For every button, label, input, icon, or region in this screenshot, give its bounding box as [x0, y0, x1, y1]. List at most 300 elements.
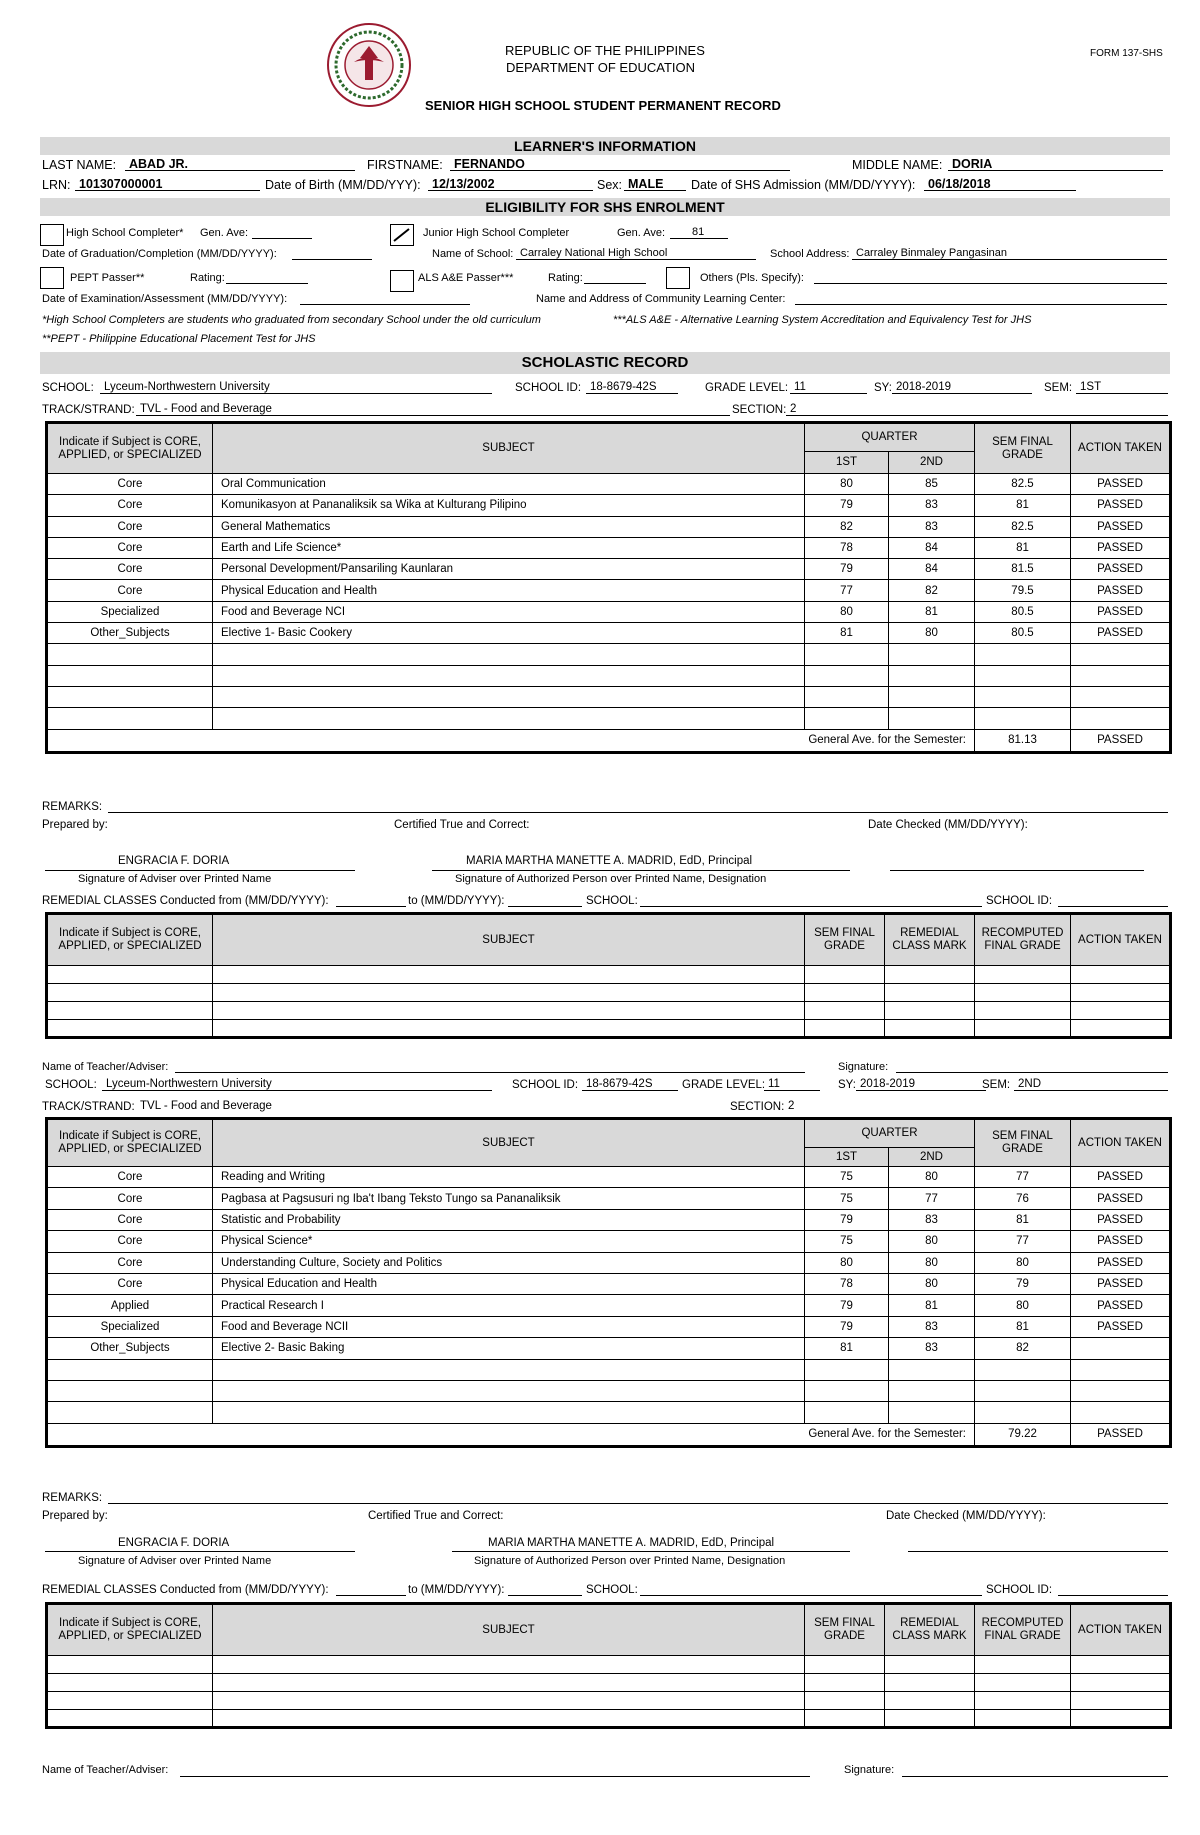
cell-type: Other_Subjects — [47, 623, 213, 644]
blank-cell[interactable] — [885, 1002, 975, 1020]
blank-cell[interactable] — [885, 984, 975, 1002]
sem1-remedial-school-id-field[interactable] — [1058, 906, 1168, 907]
sem2-remedial-to-label: to (MM/DD/YYYY): — [408, 1584, 505, 1596]
school-address-label: School Address: — [770, 248, 850, 260]
sem2-signature-label: Signature: — [844, 1764, 895, 1776]
cell-action — [1071, 665, 1171, 686]
cell-subject: Komunikasyon at Pananaliksik sa Wika at Kulturang Pilipino — [213, 495, 805, 516]
cell-final: 80 — [975, 1252, 1071, 1273]
blank-cell[interactable] — [885, 1656, 975, 1674]
note-pept: **PEPT - Philippine Educational Placement Test for JHS — [42, 333, 316, 345]
cell-q1: 75 — [805, 1231, 889, 1252]
col-indicate: Indicate if Subject is CORE, APPLIED, or SPECIALIZED — [47, 1119, 213, 1167]
cell-q1: 82 — [805, 516, 889, 537]
cell-final — [975, 708, 1071, 729]
blank-cell[interactable] — [805, 1002, 885, 1020]
hs-completer-checkbox[interactable] — [40, 224, 64, 246]
table-row — [47, 1167, 1171, 1188]
cell-subject: Earth and Life Science* — [213, 537, 805, 558]
sem2-remedial-school-id-label: SCHOOL ID: — [986, 1584, 1053, 1596]
first-name-field[interactable]: FERNANDO — [450, 158, 790, 171]
sem1-remedial-school-field[interactable] — [640, 906, 982, 907]
sem1-remedial-from-field[interactable] — [336, 906, 406, 907]
eligibility-bar: ELIGIBILITY FOR SHS ENROLMENT — [40, 198, 1170, 216]
cell-q1: 79 — [805, 495, 889, 516]
blank-cell[interactable] — [885, 1692, 975, 1710]
school-name-label: Name of School: — [432, 248, 514, 260]
department-text: DEPARTMENT OF EDUCATION — [506, 60, 695, 75]
cell-q2: 83 — [889, 495, 975, 516]
page-title: SENIOR HIGH SCHOOL STUDENT PERMANENT RECORD — [425, 98, 781, 113]
others-field[interactable] — [814, 283, 1167, 284]
lrn-field[interactable]: 101307000001 — [75, 178, 260, 191]
cell-action: PASSED — [1071, 495, 1171, 516]
blank-cell[interactable] — [805, 1020, 885, 1038]
cell-subject: Physical Education and Health — [213, 580, 805, 601]
cell-action: PASSED — [1071, 623, 1171, 644]
cell-q2: 83 — [889, 1338, 975, 1359]
sem2-gen-action: PASSED — [1071, 1423, 1171, 1446]
cell-action: PASSED — [1071, 601, 1171, 622]
blank-cell[interactable] — [805, 966, 885, 984]
cell-final: 80 — [975, 1295, 1071, 1316]
cell-type — [47, 1359, 213, 1380]
sem2-track-label: TRACK/STRAND: — [42, 1101, 135, 1113]
middle-name-label: MIDDLE NAME: — [852, 158, 943, 172]
sem1-gen-action: PASSED — [1071, 729, 1171, 752]
exam-date-field[interactable] — [300, 304, 470, 305]
cell-subject: Food and Beverage NCII — [213, 1316, 805, 1337]
table-row — [47, 686, 1171, 707]
note-hs: *High School Completers are students who graduated from secondary School under the old curriculum — [42, 314, 541, 326]
cell-final: 82.5 — [975, 474, 1071, 495]
cell-subject: Understanding Culture, Society and Politics — [213, 1252, 805, 1273]
blank-cell[interactable] — [975, 1674, 1071, 1692]
cell-final: 81 — [975, 495, 1071, 516]
sem1-school[interactable]: Lyceum-Northwestern University — [100, 381, 492, 394]
blank-cell[interactable] — [1071, 1692, 1171, 1710]
blank-cell[interactable] — [213, 1674, 805, 1692]
cell-q2: 80 — [889, 1273, 975, 1294]
table-row — [47, 601, 1171, 622]
cell-q2 — [889, 1402, 975, 1423]
cell-q1: 75 — [805, 1188, 889, 1209]
sem1-remedial-school-label: SCHOOL: — [586, 895, 638, 907]
als-label: ALS A&E Passer*** — [418, 272, 514, 284]
cell-final — [975, 1380, 1071, 1401]
sem2-gen-ave: 79.22 — [975, 1423, 1071, 1446]
sem2-school-id[interactable]: 18-8679-42S — [582, 1078, 678, 1091]
sem1-section-label: SECTION: — [732, 404, 787, 416]
col-subject: SUBJECT — [213, 423, 805, 474]
blank-cell[interactable] — [47, 1674, 213, 1692]
blank-cell[interactable] — [805, 1692, 885, 1710]
cell-q2: 82 — [889, 580, 975, 601]
col-indicate: Indicate if Subject is CORE, APPLIED, or SPECIALIZED — [47, 423, 213, 474]
cell-q2 — [889, 665, 975, 686]
cell-final: 79 — [975, 1273, 1071, 1294]
cell-q1: 81 — [805, 623, 889, 644]
middle-name-field[interactable]: DORIA — [948, 158, 1163, 171]
cell-q1: 78 — [805, 537, 889, 558]
sem2-remedial-from-field[interactable] — [336, 1595, 406, 1596]
blank-cell[interactable] — [1071, 1710, 1171, 1728]
cell-type — [47, 1402, 213, 1423]
col-q1: 1ST — [805, 1148, 889, 1167]
rem1-col-recomputed: RECOMPUTED FINAL GRADE — [975, 914, 1071, 966]
jhs-gen-ave-label: Gen. Ave: — [617, 227, 666, 239]
blank-cell[interactable] — [213, 1692, 805, 1710]
blank-cell[interactable] — [47, 1710, 213, 1728]
blank-cell[interactable] — [213, 1020, 805, 1038]
table-row — [47, 1002, 1171, 1020]
cell-q1: 81 — [805, 1338, 889, 1359]
cell-q1 — [805, 1359, 889, 1380]
blank-cell[interactable] — [47, 1002, 213, 1020]
cell-type: Core — [47, 1167, 213, 1188]
sem2-remarks-field[interactable] — [108, 1503, 1168, 1504]
cell-subject: Pagbasa at Pagsusuri ng Iba't Ibang Teksto Tungo sa Pananaliksik — [213, 1188, 805, 1209]
blank-cell[interactable] — [1071, 1656, 1171, 1674]
sem2-adviser-line — [45, 1551, 355, 1552]
table-row — [47, 516, 1171, 537]
sem2-sy[interactable]: 2018-2019 — [856, 1078, 986, 1091]
table-row — [47, 1359, 1171, 1380]
deped-seal-icon — [326, 22, 412, 108]
blank-cell[interactable] — [975, 1002, 1071, 1020]
cell-q2: 80 — [889, 623, 975, 644]
blank-cell[interactable] — [47, 1020, 213, 1038]
cell-subject: Elective 1- Basic Cookery — [213, 623, 805, 644]
sem1-sem[interactable]: 1ST — [1076, 381, 1168, 394]
table-row — [47, 1209, 1171, 1230]
sem1-date-checked-label: Date Checked (MM/DD/YYYY): — [868, 819, 1028, 831]
form-code: FORM 137-SHS — [1090, 48, 1163, 59]
cell-final: 81 — [975, 537, 1071, 558]
cell-subject: Reading and Writing — [213, 1167, 805, 1188]
sem1-certified-label: Certified True and Correct: — [394, 819, 530, 831]
sem1-sy[interactable]: 2018-2019 — [892, 381, 1032, 394]
exam-date-label: Date of Examination/Assessment (MM/DD/YYYY): — [42, 293, 288, 305]
sem2-date-checked-field[interactable] — [908, 1551, 1168, 1552]
cell-action: PASSED — [1071, 1316, 1171, 1337]
blank-cell[interactable] — [47, 966, 213, 984]
sem2-teacher-label: Name of Teacher/Adviser: — [42, 1764, 169, 1776]
cell-q2: 83 — [889, 1209, 975, 1230]
blank-cell[interactable] — [975, 1710, 1071, 1728]
rem2-col-mark: REMEDIAL CLASS MARK — [885, 1604, 975, 1656]
scholastic-bar: SCHOLASTIC RECORD — [40, 352, 1170, 374]
table-row — [47, 1692, 1171, 1710]
blank-cell[interactable] — [975, 1020, 1071, 1038]
sem2-grade[interactable]: 11 — [764, 1078, 820, 1091]
blank-cell[interactable] — [213, 966, 805, 984]
clc-field[interactable] — [795, 304, 1167, 305]
sem2-principal-line — [452, 1551, 850, 1552]
cell-type — [47, 1380, 213, 1401]
blank-cell[interactable] — [1071, 1002, 1171, 1020]
cell-final: 77 — [975, 1167, 1071, 1188]
cell-action: PASSED — [1071, 1188, 1171, 1209]
cell-action — [1071, 686, 1171, 707]
col-action: ACTION TAKEN — [1071, 1119, 1171, 1167]
blank-cell[interactable] — [975, 1656, 1071, 1674]
cell-action — [1071, 1380, 1171, 1401]
sem2-school[interactable]: Lyceum-Northwestern University — [102, 1078, 492, 1091]
cell-q2 — [889, 1380, 975, 1401]
others-checkbox[interactable] — [666, 267, 690, 289]
cell-action — [1071, 1338, 1171, 1359]
cell-action: PASSED — [1071, 1273, 1171, 1294]
cell-type: Core — [47, 1188, 213, 1209]
sem2-remedial-school-id-field[interactable] — [1058, 1595, 1168, 1596]
cell-type: Specialized — [47, 601, 213, 622]
table-row — [47, 1338, 1171, 1359]
blank-cell[interactable] — [47, 1656, 213, 1674]
sem1-sig-authorized: Signature of Authorized Person over Printed Name, Designation — [455, 873, 767, 885]
clc-label: Name and Address of Community Learning Center: — [536, 293, 786, 305]
cell-final: 81.5 — [975, 559, 1071, 580]
cell-final: 82 — [975, 1338, 1071, 1359]
cell-q2: 83 — [889, 516, 975, 537]
jhs-gen-ave-field[interactable]: 81 — [670, 226, 728, 239]
cell-final — [975, 686, 1071, 707]
cell-action: PASSED — [1071, 1295, 1171, 1316]
sem1-school-id[interactable]: 18-8679-42S — [586, 381, 678, 394]
table-row — [47, 1020, 1171, 1038]
pept-checkbox[interactable] — [40, 267, 64, 289]
col-final: SEM FINAL GRADE — [975, 423, 1071, 474]
col-q2: 2ND — [889, 1148, 975, 1167]
cell-action: PASSED — [1071, 1252, 1171, 1273]
blank-cell[interactable] — [805, 1710, 885, 1728]
cell-subject — [213, 686, 805, 707]
cell-type: Other_Subjects — [47, 1338, 213, 1359]
sex-field[interactable]: MALE — [624, 178, 686, 191]
blank-cell[interactable] — [1071, 1020, 1171, 1038]
cell-subject: Personal Development/Pansariling Kaunlaran — [213, 559, 805, 580]
cell-final — [975, 665, 1071, 686]
cell-q1 — [805, 1380, 889, 1401]
cell-q2: 84 — [889, 559, 975, 580]
table-row — [47, 1316, 1171, 1337]
sem1-teacher-field[interactable] — [175, 1072, 805, 1073]
blank-cell[interactable] — [975, 1692, 1071, 1710]
cell-subject: Food and Beverage NCI — [213, 601, 805, 622]
cell-q2: 80 — [889, 1167, 975, 1188]
gen-ave-field[interactable] — [252, 238, 312, 239]
cell-q2 — [889, 1359, 975, 1380]
table-row — [47, 665, 1171, 686]
table-row — [47, 708, 1171, 729]
jhs-completer-label: Junior High School Completer — [423, 227, 570, 239]
republic-text: REPUBLIC OF THE PHILIPPINES — [505, 43, 705, 58]
table-row — [47, 559, 1171, 580]
cell-action: PASSED — [1071, 559, 1171, 580]
sem1-school-label: SCHOOL: — [42, 382, 94, 394]
col-q2: 2ND — [889, 452, 975, 474]
table-row — [47, 1273, 1171, 1294]
sem1-remarks-label: REMARKS: — [42, 801, 103, 813]
sem1-date-checked-field[interactable] — [890, 870, 1144, 871]
blank-cell[interactable] — [885, 1020, 975, 1038]
cell-type: Core — [47, 1231, 213, 1252]
dob-label: Date of Birth (MM/DD/YYY): — [265, 178, 421, 192]
cell-final: 76 — [975, 1188, 1071, 1209]
cell-q2: 83 — [889, 1316, 975, 1337]
school-address-field[interactable]: Carraley Binmaley Pangasinan — [852, 247, 1167, 260]
blank-cell[interactable] — [47, 984, 213, 1002]
col-final: SEM FINAL GRADE — [975, 1119, 1071, 1167]
cell-type: Core — [47, 1273, 213, 1294]
blank-cell[interactable] — [885, 966, 975, 984]
sem2-principal-name: MARIA MARTHA MANETTE A. MADRID, EdD, Principal — [488, 1537, 775, 1549]
als-checkbox[interactable] — [390, 270, 414, 292]
cell-final: 82.5 — [975, 516, 1071, 537]
blank-cell[interactable] — [213, 1656, 805, 1674]
sem1-remedial-to-label: to (MM/DD/YYYY): — [408, 895, 505, 907]
school-name-field[interactable]: Carraley National High School — [516, 247, 756, 260]
cell-q1: 77 — [805, 580, 889, 601]
sem2-section-label: SECTION: — [730, 1101, 785, 1113]
pept-rating-field[interactable] — [226, 283, 308, 284]
rem2-col-final: SEM FINAL GRADE — [805, 1604, 885, 1656]
sem1-signature-field[interactable] — [896, 1072, 1168, 1073]
blank-cell[interactable] — [975, 984, 1071, 1002]
cell-final — [975, 644, 1071, 665]
sem1-section[interactable]: 2 — [786, 403, 1168, 416]
cell-subject — [213, 1380, 805, 1401]
blank-cell[interactable] — [885, 1674, 975, 1692]
cell-type: Core — [47, 1209, 213, 1230]
table-row — [47, 1674, 1171, 1692]
blank-cell[interactable] — [805, 1656, 885, 1674]
blank-cell[interactable] — [805, 1674, 885, 1692]
sem2-section[interactable]: 2 — [788, 1100, 795, 1112]
blank-cell[interactable] — [975, 966, 1071, 984]
cell-q2 — [889, 708, 975, 729]
sem2-signature-field[interactable] — [902, 1776, 1168, 1777]
cell-q1: 80 — [805, 474, 889, 495]
cell-type: Specialized — [47, 1316, 213, 1337]
col-subject: SUBJECT — [213, 1119, 805, 1167]
table-row — [47, 580, 1171, 601]
table-row — [47, 644, 1171, 665]
blank-cell[interactable] — [885, 1710, 975, 1728]
cell-q2 — [889, 644, 975, 665]
blank-cell[interactable] — [805, 984, 885, 1002]
sex-label: Sex: — [597, 178, 623, 192]
blank-cell[interactable] — [1071, 984, 1171, 1002]
sem2-teacher-field[interactable] — [180, 1776, 810, 1777]
sem2-adviser-name: ENGRACIA F. DORIA — [118, 1537, 230, 1549]
table-row — [47, 1188, 1171, 1209]
cell-q2: 77 — [889, 1188, 975, 1209]
sem1-adviser-line — [45, 870, 355, 871]
cell-q1 — [805, 644, 889, 665]
pept-label: PEPT Passer** — [70, 272, 145, 284]
cell-action: PASSED — [1071, 1167, 1171, 1188]
rem2-col-indicate: Indicate if Subject is CORE, APPLIED, or SPECIALIZED — [47, 1604, 213, 1656]
blank-cell[interactable] — [213, 1710, 805, 1728]
cell-subject — [213, 1402, 805, 1423]
sem1-gen-ave-label: General Ave. for the Semester: — [47, 729, 975, 752]
als-rating-label: Rating: — [548, 272, 583, 284]
cell-q1: 79 — [805, 559, 889, 580]
sem2-remedial-from-label: REMEDIAL CLASSES Conducted from (MM/DD/YYYY): — [42, 1584, 329, 1596]
rem1-col-final: SEM FINAL GRADE — [805, 914, 885, 966]
sem2-sem[interactable]: 2ND — [1014, 1078, 1168, 1091]
table-row — [47, 1402, 1171, 1423]
sem2-date-checked-label: Date Checked (MM/DD/YYYY): — [886, 1510, 1046, 1522]
cell-q2: 84 — [889, 537, 975, 558]
blank-cell[interactable] — [1071, 966, 1171, 984]
sem1-grade-label: GRADE LEVEL: — [705, 382, 789, 394]
sem1-remedial-to-field[interactable] — [508, 906, 582, 907]
rem2-col-recomputed: RECOMPUTED FINAL GRADE — [975, 1604, 1071, 1656]
jhs-completer-checkbox[interactable] — [390, 224, 414, 246]
cell-q1 — [805, 665, 889, 686]
cell-q2: 80 — [889, 1252, 975, 1273]
sem2-track[interactable]: TVL - Food and Beverage — [140, 1100, 272, 1112]
last-name-field[interactable]: ABAD JR. — [125, 158, 355, 171]
grad-date-field[interactable] — [292, 259, 372, 260]
table-row — [47, 1252, 1171, 1273]
cell-q1: 75 — [805, 1167, 889, 1188]
sem2-sy-label: SY: — [838, 1079, 856, 1091]
sem2-remedial-to-field[interactable] — [508, 1595, 582, 1596]
gen-ave-label: Gen. Ave: — [200, 227, 249, 239]
rem1-col-subject: SUBJECT — [213, 914, 805, 966]
sem1-grades-table — [45, 421, 1172, 754]
cell-q1: 78 — [805, 1273, 889, 1294]
admission-field[interactable]: 06/18/2018 — [924, 178, 1076, 191]
table-row — [47, 984, 1171, 1002]
cell-subject: Statistic and Probability — [213, 1209, 805, 1230]
sem1-track[interactable]: TVL - Food and Beverage — [136, 403, 730, 416]
cell-type: Core — [47, 1252, 213, 1273]
cell-subject — [213, 708, 805, 729]
sem2-remedial-table — [45, 1602, 1172, 1729]
blank-cell[interactable] — [213, 1002, 805, 1020]
cell-final: 81 — [975, 1209, 1071, 1230]
sem2-remedial-school-label: SCHOOL: — [586, 1584, 638, 1596]
cell-action: PASSED — [1071, 1231, 1171, 1252]
blank-cell[interactable] — [1071, 1674, 1171, 1692]
sem1-grade[interactable]: 11 — [790, 381, 867, 394]
blank-cell[interactable] — [47, 1692, 213, 1710]
sem2-grades-table — [45, 1117, 1172, 1448]
sem2-sig-adviser: Signature of Adviser over Printed Name — [78, 1555, 272, 1567]
sem1-remarks-field[interactable] — [108, 812, 1168, 813]
dob-field[interactable]: 12/13/2002 — [428, 178, 593, 191]
sem1-prepared-label: Prepared by: — [42, 819, 108, 831]
sem1-sig-adviser: Signature of Adviser over Printed Name — [78, 873, 272, 885]
table-row — [47, 474, 1171, 495]
last-name-label: LAST NAME: — [42, 158, 117, 172]
cell-final: 80.5 — [975, 623, 1071, 644]
table-row — [47, 537, 1171, 558]
cell-subject: Physical Science* — [213, 1231, 805, 1252]
sem2-remedial-school-field[interactable] — [640, 1595, 982, 1596]
sem1-signature-label: Signature: — [838, 1061, 889, 1073]
blank-cell[interactable] — [213, 984, 805, 1002]
als-rating-field[interactable] — [584, 283, 646, 284]
rem2-col-action: ACTION TAKEN — [1071, 1604, 1171, 1656]
table-row — [47, 495, 1171, 516]
cell-subject: Elective 2- Basic Baking — [213, 1338, 805, 1359]
cell-subject — [213, 644, 805, 665]
